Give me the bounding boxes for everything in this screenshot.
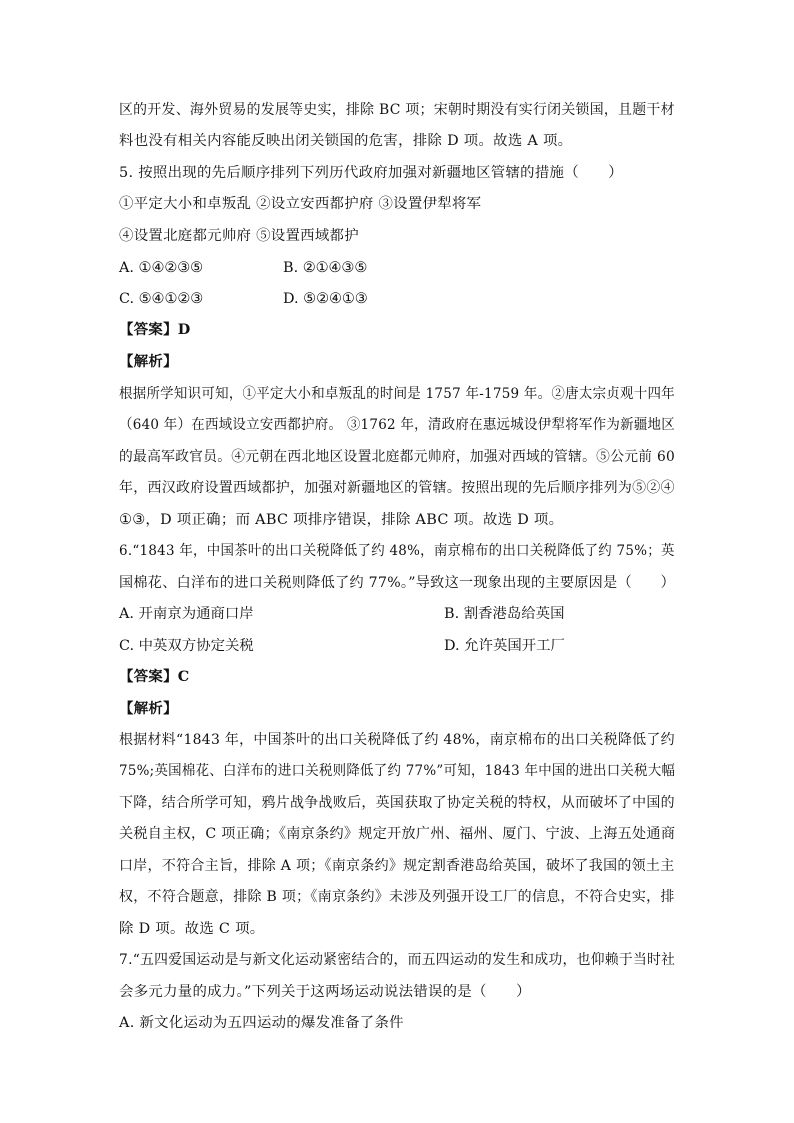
analysis-line: 除 D 项。故选 C 项。 [119, 921, 265, 937]
question-7-option-a: A. 新文化运动为五四运动的爆发准备了条件 [119, 1015, 404, 1031]
question-5-analysis-heading: 【解析】 [119, 353, 178, 370]
analysis-line: （640 年）在西域设立安西都护府。 ③1762 年，清政府在惠远城设伊犁将军作为新疆地区 [119, 417, 676, 433]
analysis-line: 口岸，不符合主旨，排除 A 项；《南京条约》规定割香港岛给英国，破坏了我国的领土主 [119, 858, 675, 874]
question-5-option-a: A. ①④②③⑤ [119, 260, 204, 276]
question-5-option-b: B. ②①④③⑤ [283, 260, 368, 276]
question-5-items-line-2: ④设置北庭都元帅府 ⑤设置西域都护 [119, 228, 359, 244]
analysis-line: 年，西汉政府设置西域都护，加强对新疆地区的管辖。按照出现的先后顺序排列为⑤②④ [119, 480, 675, 496]
analysis-line: 的最高军政官员。④元朝在西北地区设置北庭都元帅府，加强对西域的管辖。⑤公元前 60 [119, 449, 676, 465]
question-5-answer: 【答案】D [119, 321, 191, 338]
question-6-option-d: D. 允许英国开工厂 [444, 638, 565, 654]
text-line: 料也没有相关内容能反映出闭关锁国的危害，排除 D 项。故选 A 项。 [119, 133, 573, 149]
question-5-stem: 5. 按照出现的先后顺序排列下列历代政府加强对新疆地区管辖的措施（ ） [119, 165, 623, 181]
question-6-stem: 6.“1843 年，中国茶叶的出口关税降低了约 48%，南京棉布的出口关税降低了约 75%；英 [119, 543, 675, 559]
analysis-line: 权，不符合题意，排除 B 项；《南京条约》未涉及列强开设工厂的信息，不符合史实，排 [119, 889, 675, 905]
analysis-line: 关税自主权，C 项正确；《南京条约》规定开放广州、福州、厦门、宁波、上海五处通商 [119, 826, 676, 842]
analysis-line: 下降，结合所学可知，鸦片战争战败后，英国获取了协定关税的特权，从而破坏了中国的 [119, 795, 675, 811]
question-7-stem-cont: 会多元力量的成力。”下列关于这两场运动说法错误的是（ ） [119, 984, 531, 1000]
question-6-answer: 【答案】C [119, 668, 190, 685]
analysis-line: 根据材料“1843 年，中国茶叶的出口关税降低了约 48%，南京棉布的出口关税降低了约 [119, 732, 675, 748]
analysis-line: 75%;英国棉花、白洋布的进口关税则降低了约 77%”可知，1843 年中国的进出口关税大幅 [119, 763, 676, 779]
question-6-stem-cont: 国棉花、白洋布的进口关税则降低了约 77%。”导致这一现象出现的主要原因是（ ） [119, 575, 676, 591]
analysis-line: ①③，D 项正确；而 ABC 项排序错误，排除 ABC 项。故选 D 项。 [119, 512, 564, 528]
question-5-items-line-1: ①平定大小和卓叛乱 ②设立安西都护府 ③设置伊犁将军 [119, 196, 482, 212]
question-6-option-a: A. 开南京为通商口岸 [119, 606, 254, 622]
question-7-stem: 7.“五四爱国运动是与新文化运动紧密结合的，而五四运动的发生和成功，也仰赖于当时社 [119, 952, 676, 968]
analysis-line: 根据所学知识可知，①平定大小和卓叛乱的时间是 1757 年-1759 年。②唐太宗贞观十四年 [119, 386, 675, 402]
text-line: 区的开发、海外贸易的发展等史实，排除 BC 项；宋朝时期没有实行闭关锁国，且题干材 [119, 102, 675, 118]
question-5-option-c: C. ⑤④①②③ [119, 291, 204, 307]
question-6-option-c: C. 中英双方协定关税 [119, 638, 254, 654]
question-5-option-d: D. ⑤②④①③ [283, 291, 368, 307]
question-6-analysis-heading: 【解析】 [119, 700, 178, 717]
question-6-option-b: B. 割香港岛给英国 [444, 606, 565, 622]
